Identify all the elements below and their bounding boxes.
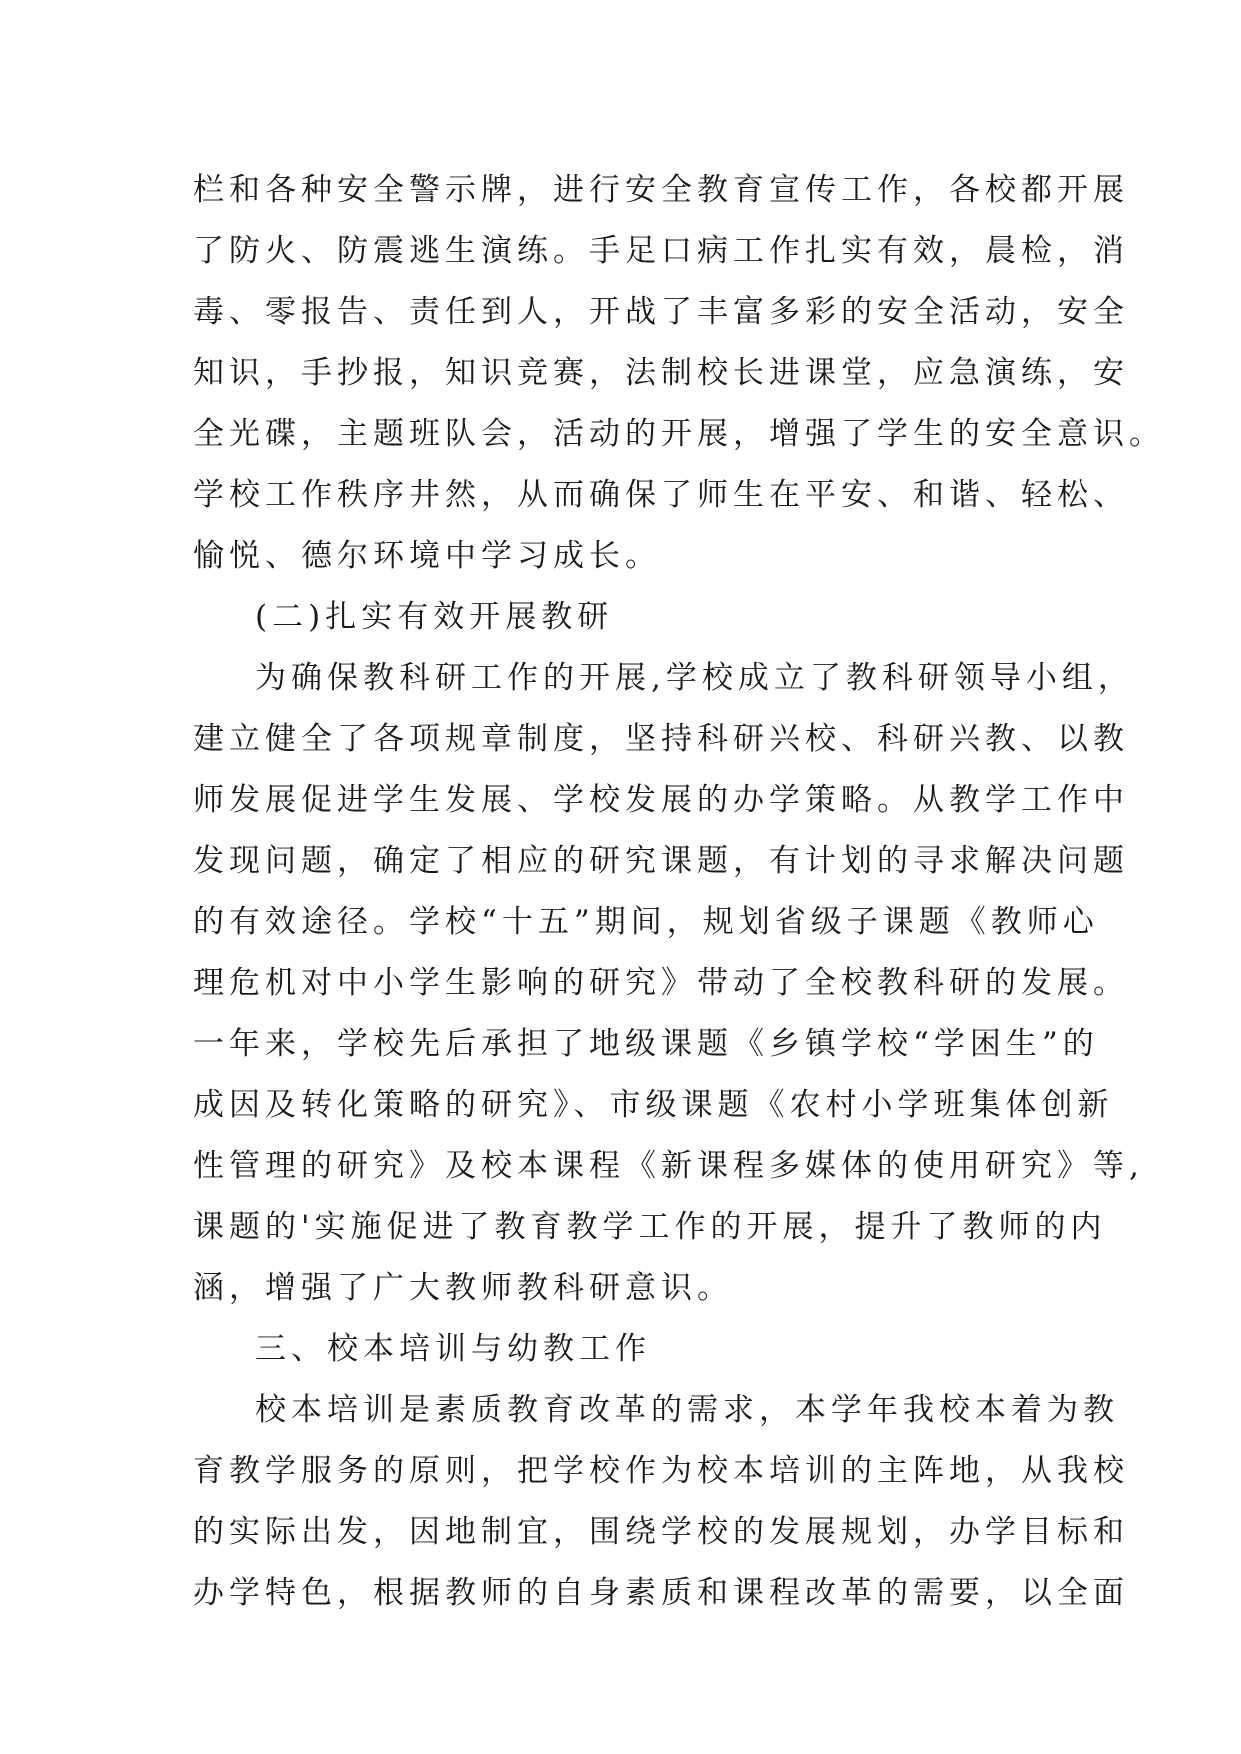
text-line: 全光碟，主题班队会，活动的开展，增强了学生的安全意识。 (193, 416, 1165, 452)
text-line: 发现问题，确定了相应的研究课题，有计划的寻求解决问题 (193, 843, 1129, 879)
text-line: 的实际出发，因地制宜，围绕学校的发展规划，办学目标和 (193, 1514, 1129, 1550)
text-line: 课题的'实施促进了教育教学工作的开展，提升了教师的内 (193, 1209, 1107, 1245)
text-line: 一年来，学校先后承担了地级课题《乡镇学校“学困生”的 (193, 1026, 1099, 1062)
text-line: 理危机对中小学生影响的研究》带动了全校教科研的发展。 (193, 965, 1129, 1001)
section-heading: (二)扎实有效开展教研 (255, 599, 614, 635)
document-body (193, 160, 1165, 1624)
text-line: 涵，增强了广大教师教科研意识。 (193, 1270, 733, 1306)
text-line: 性管理的研究》及校本课程《新课程多媒体的使用研究》等, (193, 1148, 1144, 1184)
text-line: 师发展促进学生发展、学校发展的办学策略。从教学工作中 (193, 782, 1129, 818)
text-line: 建立健全了各项规章制度，坚持科研兴校、科研兴教、以教 (193, 721, 1129, 757)
text-line: 为确保教科研工作的开展,学校成立了教科研领导小组， (255, 660, 1134, 696)
text-line: 的有效途径。学校“十五”期间，规划省级子课题《教师心 (193, 904, 1099, 940)
text-line: 栏和各种安全警示牌，进行安全教育宣传工作，各校都开展 (193, 172, 1129, 208)
text-line: 成因及转化策略的研究》、市级课题《农村小学班集体创新 (193, 1087, 1114, 1123)
text-line: 办学特色，根据教师的自身素质和课程改革的需要，以全面 (193, 1575, 1129, 1611)
text-line: 了防火、防震逃生演练。手足口病工作扎实有效，晨检，消 (193, 233, 1129, 269)
text-line: 知识，手抄报，知识竞赛，法制校长进课堂，应急演练，安 (193, 355, 1129, 391)
text-line: 校本培训是素质教育改革的需求，本学年我校本着为教 (255, 1392, 1119, 1428)
text-line: 育教学服务的原则，把学校作为校本培训的主阵地，从我校 (193, 1453, 1129, 1489)
text-line: 毒、零报告、责任到人，开战了丰富多彩的安全活动，安全 (193, 294, 1129, 330)
text-line: 学校工作秩序井然，从而确保了师生在平安、和谐、轻松、 (193, 477, 1129, 513)
text-line: 愉悦、德尔环境中学习成长。 (193, 538, 661, 574)
section-heading: 三、校本培训与幼教工作 (255, 1331, 651, 1367)
